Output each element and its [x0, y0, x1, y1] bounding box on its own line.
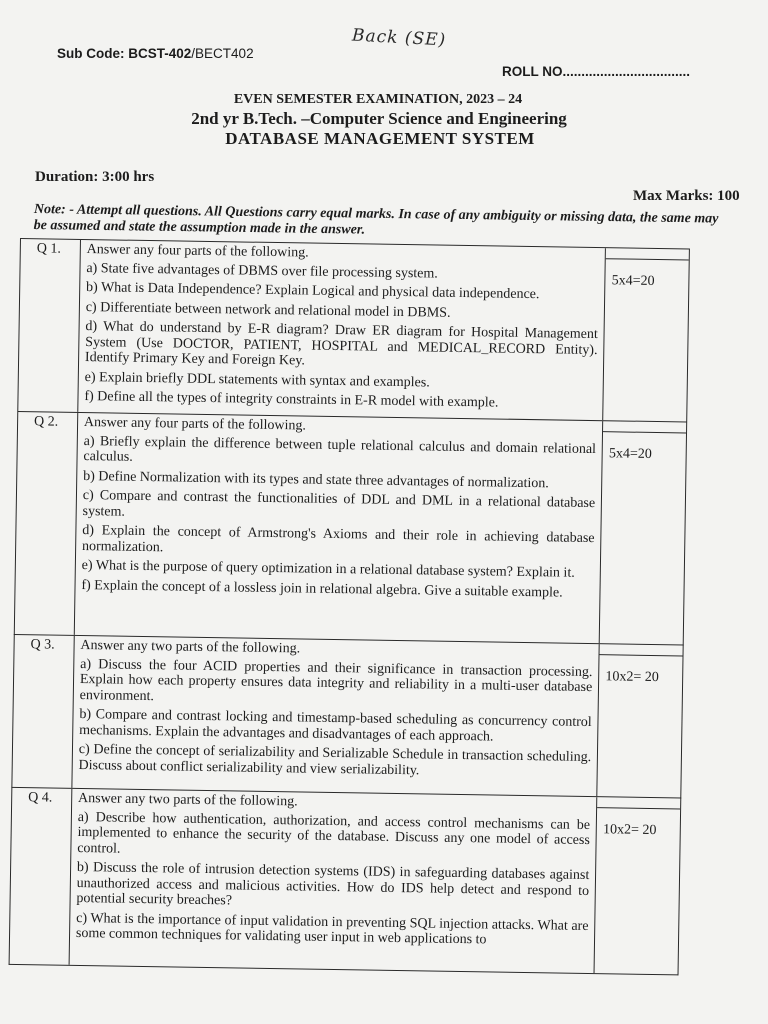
question-row — [11, 635, 683, 799]
question-part: a) Briefly explain the difference between tuple relational calculus and domain relational calculus. — [83, 433, 597, 465]
sub-code-alt: /BECT402 — [191, 46, 254, 61]
questions-table — [9, 238, 690, 975]
question-body — [69, 789, 597, 973]
exam-note: Note: - Attempt all questions. All Questions carry equal marks. In case of any ambiguity or missing data, the same may be assumed and state the assumption made in the answer. — [33, 202, 719, 238]
question-part: c) Compare and contrast the functionalities of DDL and DML in a relational database system. — [82, 488, 596, 520]
question-number: Q 3. — [12, 635, 74, 788]
question-number: Q 2. — [15, 412, 78, 635]
question-part: a) Describe how authentication, authorization, and access control mechanisms can be implemented to enhance the security of the database. Discuss any one model of access control. — [77, 809, 591, 857]
subject-code — [57, 46, 254, 61]
question-part: d) Explain the concept of Armstrong's Axioms and their role in achieving database normalization. — [81, 523, 595, 555]
question-marks: 5x4=20 — [603, 258, 688, 421]
question-intro: Answer any two parts of the following. — [80, 638, 301, 657]
question-part: e) What is the purpose of query optimization in a relational database system? Explain it. — [81, 558, 575, 581]
question-part: c) What is the importance of input validation in preventing SQL injection attacks. What are some common techniques for validating user input in web applications to — [75, 910, 589, 948]
program-title: 2nd yr B.Tech. –Computer Science and Engineering — [191, 109, 567, 128]
question-part: b) Compare and contrast locking and timestamp-based scheduling as concurrency control mechanisms. Explain the advantages and disadvantages of each approach. — [79, 706, 592, 744]
question-part: f) Define all the types of integrity constraints in E-R model with example. — [84, 389, 499, 411]
question-intro: Answer any four parts of the following. — [86, 242, 309, 261]
duration: Duration: 3:00 hrs — [35, 169, 155, 185]
question-body — [78, 240, 606, 420]
question-row — [17, 238, 690, 423]
question-part: a) State five advantages of DBMS over file processing system. — [86, 260, 438, 282]
handwritten-note: Back (SE) — [351, 25, 447, 51]
max-marks: Max Marks: 100 — [633, 188, 740, 204]
question-intro: Answer any two parts of the following. — [77, 790, 298, 810]
question-marks: 10x2= 20 — [598, 654, 683, 797]
question-row — [14, 412, 687, 645]
question-part: c) Differentiate between network and relational model in DBMS. — [85, 299, 451, 321]
question-number: Q 1. — [18, 239, 81, 412]
roll-number-field: ROLL NO.................................. — [502, 64, 691, 79]
sub-code-value: BCST-402 — [128, 46, 192, 61]
question-row — [9, 788, 682, 976]
question-marks: 5x4=20 — [600, 431, 686, 644]
question-part: b) Discuss the role of intrusion detection systems (IDS) in safeguarding databases against unauthorized access and malicious activities. How do IDS help detect and respond to potential security breaches? — [76, 859, 590, 909]
question-part: a) Discuss the four ACID properties and their significance in transaction processing. Explain how each property ensures data integrity and reliability in a multi-user database environment. — [79, 656, 593, 704]
subject-title: DATABASE MANAGEMENT SYSTEM — [225, 129, 535, 148]
question-part: b) Define Normalization with its types and state three advantages of normalization. — [83, 468, 549, 491]
question-part: b) What is Data Independence? Explain Logical and physical data independence. — [85, 280, 540, 303]
question-body — [75, 413, 604, 643]
question-part: d) What do understand by E-R diagram? Draw ER diagram for Hospital Management System (Use DOCTOR, PATIENT, HOSPITAL and MEDICAL_RECORD Entity). Identify Primary Key and Foreign Key. — [84, 319, 598, 369]
sub-code-label: Sub Code: — [57, 46, 125, 61]
exam-title: EVEN SEMESTER EXAMINATION, 2023 – 24 — [233, 92, 523, 107]
question-number: Q 4. — [10, 788, 73, 965]
question-part: c) Define the concept of serializability and Serializable Schedule in transaction scheduling. Discuss about conflict serializability and view serializability. — [78, 741, 592, 778]
question-body — [72, 636, 600, 796]
question-intro: Answer any four parts of the following. — [83, 415, 307, 434]
question-part: f) Explain the concept of a lossless join in relational algebra. Give a suitable example. — [81, 577, 563, 601]
question-marks: 10x2= 20 — [595, 807, 680, 974]
question-part: e) Explain briefly DDL statements with syntax and examples. — [84, 369, 430, 390]
